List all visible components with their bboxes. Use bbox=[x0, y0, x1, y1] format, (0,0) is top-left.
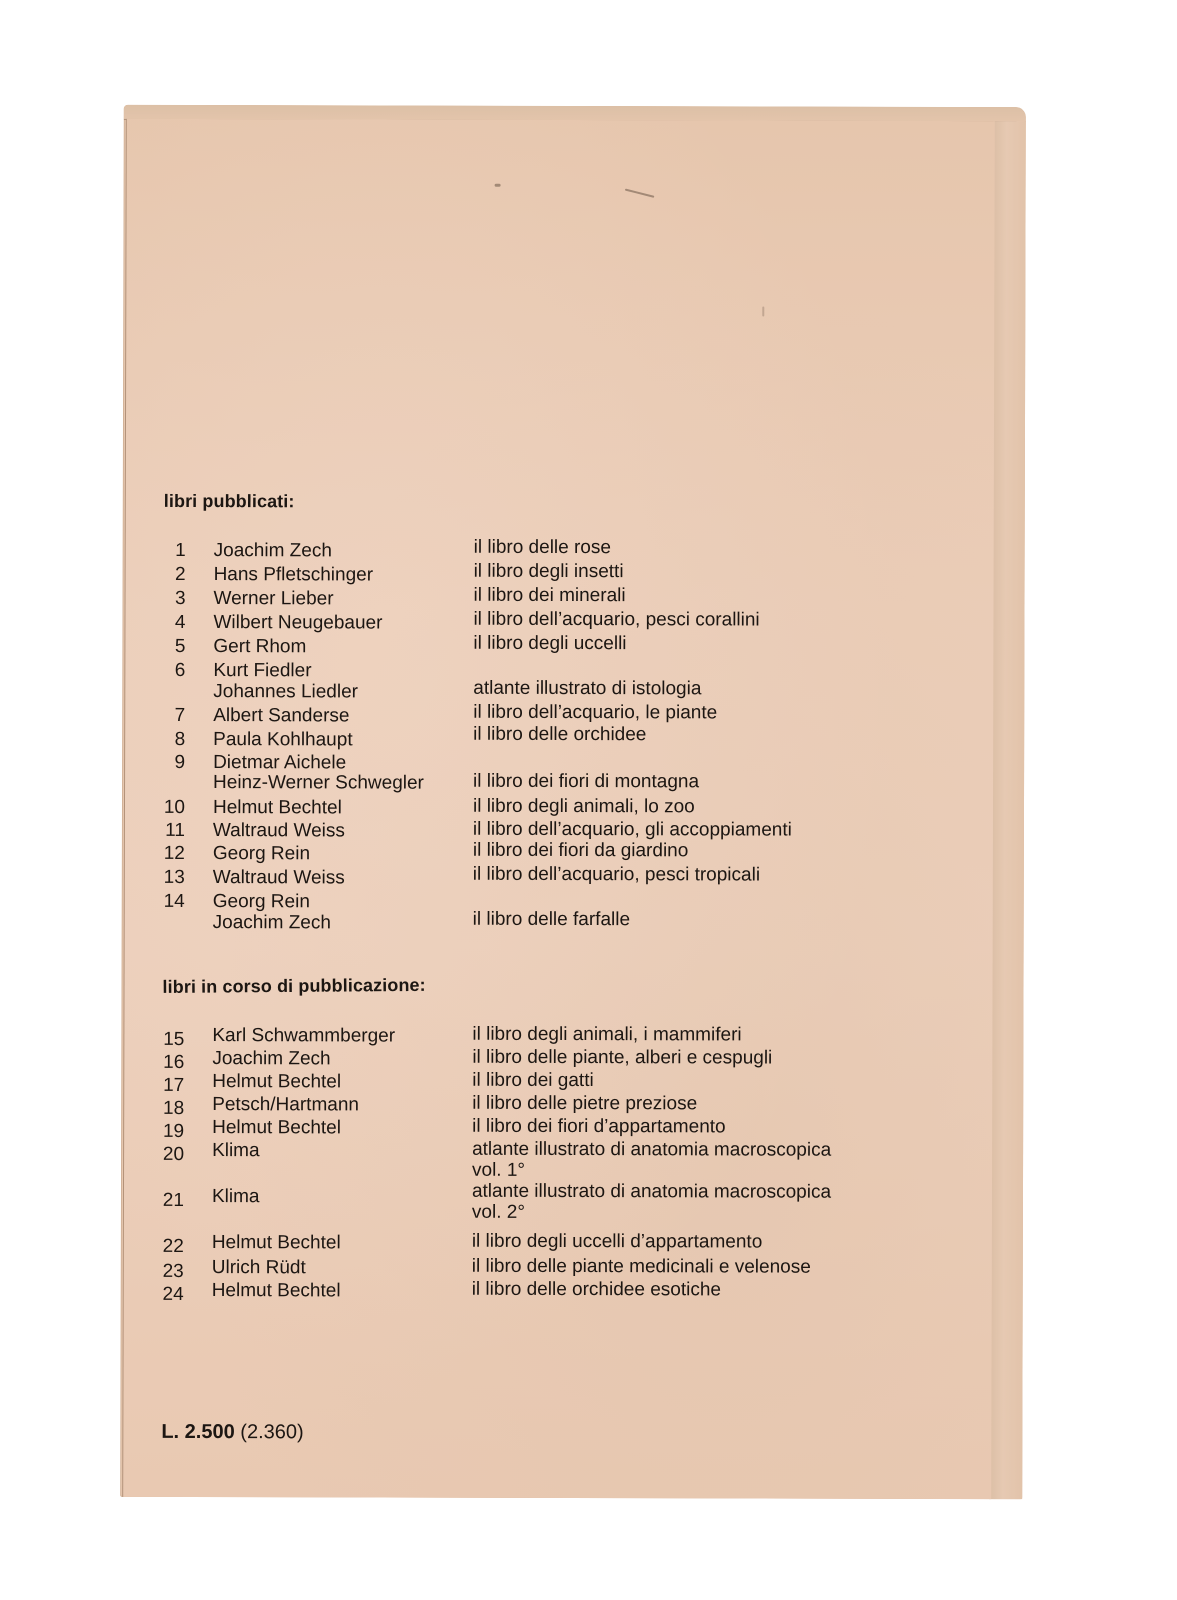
list-item bbox=[124, 1023, 992, 1050]
list-item bbox=[124, 1255, 992, 1282]
paper-blemish bbox=[495, 184, 501, 187]
list-item bbox=[125, 890, 993, 934]
book-title: il libro dei gatti bbox=[472, 1069, 594, 1092]
list-item bbox=[126, 560, 994, 586]
price-secondary: (2.360) bbox=[240, 1421, 304, 1444]
book-title: atlante illustrato di anatomia macroscopica bbox=[471, 1180, 832, 1203]
book-number: 23 bbox=[162, 1260, 184, 1282]
book-number: 21 bbox=[162, 1189, 184, 1211]
book-title-volume: vol. 1° bbox=[472, 1159, 526, 1181]
book-number: 17 bbox=[163, 1074, 185, 1096]
book-author: Klima bbox=[212, 1140, 260, 1162]
list-item bbox=[125, 751, 993, 794]
book-author: Dietmar Aichele bbox=[213, 752, 347, 774]
book-spine-edge bbox=[989, 121, 1026, 1499]
book-title: il libro degli animali, lo zoo bbox=[472, 795, 695, 818]
list-item bbox=[125, 632, 993, 658]
book-title: il libro dei fiori di montagna bbox=[473, 770, 700, 793]
list-item bbox=[124, 1138, 992, 1181]
book-title: il libro dei minerali bbox=[473, 584, 626, 607]
price-main: L. 2.500 bbox=[161, 1420, 235, 1444]
book-title: il libro delle rose bbox=[473, 536, 611, 559]
book-number: 19 bbox=[162, 1120, 185, 1142]
book-title: il libro delle orchidee bbox=[473, 723, 647, 746]
book-author: Helmut Bechtel bbox=[212, 1117, 342, 1139]
book-author: Karl Schwammberger bbox=[212, 1025, 396, 1047]
list-item bbox=[125, 701, 993, 727]
book-title: il libro delle piante, alberi e cespugli bbox=[472, 1046, 773, 1069]
price-label bbox=[161, 1421, 303, 1444]
cover-panel bbox=[122, 119, 995, 1499]
book-title: atlante illustrato di istologia bbox=[473, 677, 702, 700]
book-number: 15 bbox=[163, 1028, 185, 1050]
book-author: Johannes Liedler bbox=[213, 681, 359, 703]
book-number: 1 bbox=[175, 539, 186, 561]
book-title: il libro dei fiori da giardino bbox=[472, 839, 689, 862]
paper-blemish bbox=[625, 189, 655, 198]
book-number: 7 bbox=[174, 704, 186, 726]
list-item bbox=[124, 1092, 992, 1119]
book-title: il libro dell’acquario, le piante bbox=[473, 701, 718, 724]
book-author: Joachim Zech bbox=[212, 912, 331, 934]
book-number: 10 bbox=[163, 796, 186, 818]
book-author: Helmut Bechtel bbox=[212, 797, 342, 819]
list-item bbox=[125, 863, 993, 889]
book-author: Albert Sanderse bbox=[213, 705, 350, 727]
book-number: 11 bbox=[165, 819, 185, 841]
book-number: 8 bbox=[174, 728, 186, 750]
book-author: Wilbert Neugebauer bbox=[213, 612, 383, 634]
book-author: Klima bbox=[211, 1186, 260, 1208]
book-author: Heinz-Werner Schwegler bbox=[213, 772, 424, 794]
book-back-cover bbox=[120, 105, 1026, 1499]
book-number: 20 bbox=[162, 1143, 185, 1165]
book-author: Kurt Fiedler bbox=[213, 660, 312, 682]
book-author: Ulrich Rüdt bbox=[211, 1257, 306, 1279]
book-number: 12 bbox=[163, 842, 185, 864]
book-number: 3 bbox=[174, 587, 186, 609]
book-number: 24 bbox=[162, 1283, 184, 1305]
list-item bbox=[126, 584, 994, 610]
book-author: Helmut Bechtel bbox=[211, 1232, 341, 1254]
book-title: il libro degli uccelli d’appartamento bbox=[471, 1230, 763, 1253]
list-item bbox=[125, 723, 993, 751]
book-number: 5 bbox=[174, 635, 186, 657]
book-title: il libro delle farfalle bbox=[472, 908, 631, 931]
list-item bbox=[125, 608, 993, 634]
section-heading-published: libri pubblicati: bbox=[163, 490, 295, 512]
list-item bbox=[124, 1278, 992, 1305]
list-item bbox=[124, 1230, 992, 1257]
list-item bbox=[124, 1180, 992, 1223]
book-number: 18 bbox=[163, 1097, 185, 1119]
book-author: Joachim Zech bbox=[213, 540, 332, 562]
list-item bbox=[125, 839, 993, 865]
book-author: Hans Pfletschinger bbox=[213, 564, 374, 586]
book-title: il libro dei fiori d’appartamento bbox=[472, 1115, 726, 1138]
book-number: 6 bbox=[174, 659, 186, 681]
book-title: il libro dell’acquario, pesci tropicali bbox=[472, 863, 761, 886]
list-item bbox=[124, 1115, 992, 1142]
list-item bbox=[125, 818, 993, 842]
book-number: 9 bbox=[174, 751, 186, 773]
book-title-volume: vol. 2° bbox=[471, 1201, 525, 1223]
book-author: Waltraud Weiss bbox=[212, 867, 345, 889]
book-author: Georg Rein bbox=[212, 891, 310, 913]
book-title: il libro delle pietre preziose bbox=[472, 1092, 698, 1115]
book-number: 13 bbox=[163, 866, 185, 888]
book-title: il libro dell’acquario, gli accoppiamenti bbox=[472, 818, 792, 841]
book-title: il libro dell’acquario, pesci corallini bbox=[473, 608, 760, 631]
book-author: Helmut Bechtel bbox=[212, 1071, 342, 1093]
book-title: il libro degli uccelli bbox=[473, 632, 627, 655]
book-number: 16 bbox=[163, 1051, 185, 1073]
paper-blemish bbox=[762, 306, 764, 316]
book-author: Werner Lieber bbox=[213, 588, 334, 610]
list-item bbox=[125, 659, 993, 703]
book-title: il libro degli animali, i mammiferi bbox=[472, 1023, 742, 1046]
book-title: il libro delle piante medicinali e velenose bbox=[471, 1255, 811, 1278]
section-heading-forthcoming: libri in corso di pubblicazione: bbox=[162, 974, 426, 997]
list-item bbox=[125, 795, 993, 819]
book-title: il libro delle orchidee esotiche bbox=[471, 1278, 722, 1301]
list-item bbox=[126, 536, 994, 562]
book-number: 4 bbox=[174, 611, 186, 633]
list-item bbox=[124, 1046, 992, 1073]
book-number: 14 bbox=[163, 890, 185, 912]
book-author: Waltraud Weiss bbox=[212, 820, 345, 842]
book-number: 2 bbox=[174, 563, 186, 585]
book-author: Petsch/Hartmann bbox=[212, 1094, 360, 1116]
list-item bbox=[124, 1069, 992, 1096]
book-author: Georg Rein bbox=[212, 843, 311, 865]
book-title: atlante illustrato di anatomia macroscopica bbox=[472, 1138, 832, 1161]
book-number: 22 bbox=[162, 1235, 184, 1257]
book-title: il libro degli insetti bbox=[473, 560, 624, 583]
book-author: Paula Kohlhaupt bbox=[213, 729, 353, 751]
book-author: Helmut Bechtel bbox=[211, 1280, 341, 1302]
book-author: Gert Rhom bbox=[213, 636, 307, 658]
book-author: Joachim Zech bbox=[212, 1048, 331, 1070]
